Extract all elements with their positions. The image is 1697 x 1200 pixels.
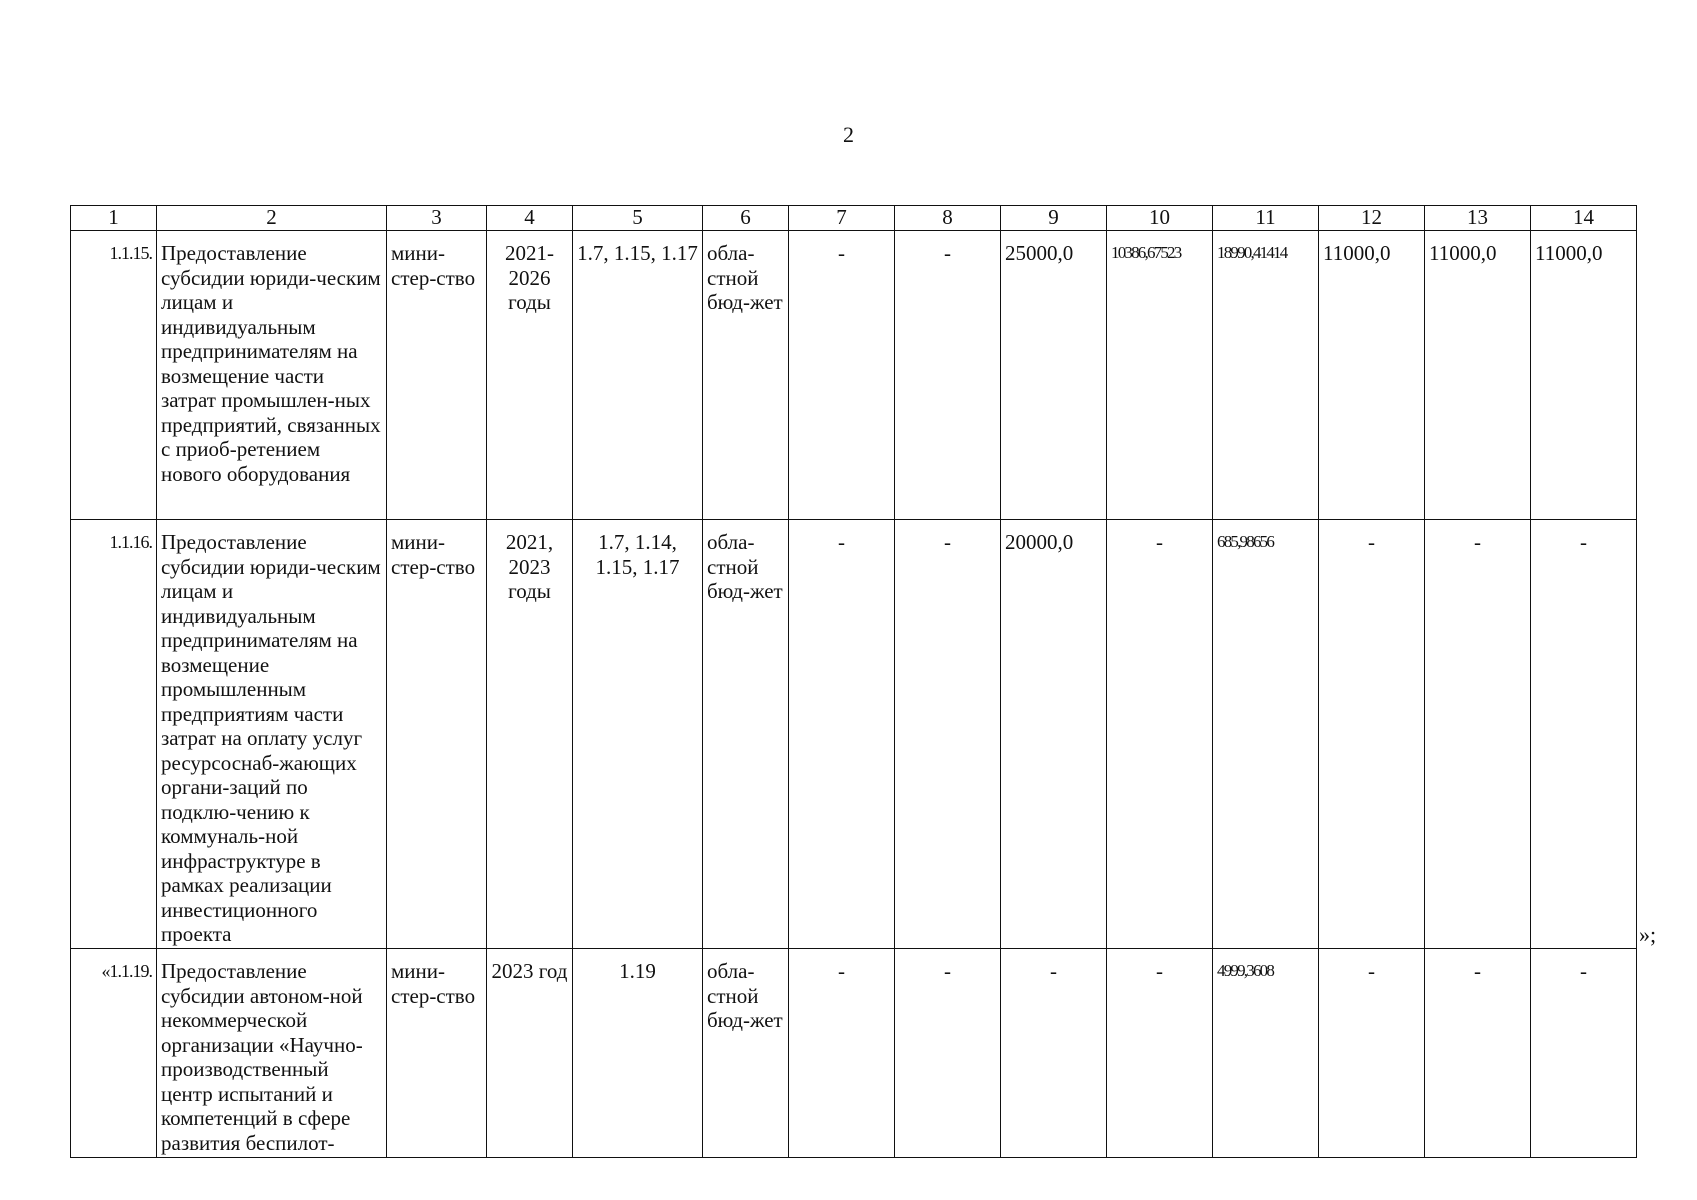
value-col-7: -: [789, 520, 895, 949]
column-header: 11: [1213, 206, 1319, 231]
value-col-8: -: [895, 949, 1001, 1158]
value-col-13: 11000,0: [1425, 231, 1531, 520]
measure-name: Предоставление субсидии юриди-ческим лицам и индивидуальным предпринимателям на возмещение промышленным предприятиям части затрат на оплату услуг ресурсоснаб-жающих органи-заций по подклю-чению к коммуналь-ной инфраструктуре в рамках реализации инвестиционного проекта: [157, 520, 387, 949]
value-col-14: -: [1531, 949, 1637, 1158]
table-row: [71, 949, 1637, 1158]
value-col-12: 11000,0: [1319, 231, 1425, 520]
value-col-11: 18990,41414: [1213, 231, 1319, 520]
value-col-9: -: [1001, 949, 1107, 1158]
value-col-9: 20000,0: [1001, 520, 1107, 949]
column-header: 9: [1001, 206, 1107, 231]
column-header: 14: [1531, 206, 1637, 231]
measure-indicators: 1.7, 1.15, 1.17: [573, 231, 703, 520]
column-header: 6: [703, 206, 789, 231]
value-col-12: -: [1319, 520, 1425, 949]
value-col-12: -: [1319, 949, 1425, 1158]
value-col-13: -: [1425, 949, 1531, 1158]
column-header: 2: [157, 206, 387, 231]
measure-number: 1.1.16.: [71, 520, 157, 949]
column-number-row: [71, 206, 1637, 231]
measure-number: «1.1.19.: [71, 949, 157, 1158]
value-col-8: -: [895, 520, 1001, 949]
table-row: [71, 231, 1637, 520]
column-header: 5: [573, 206, 703, 231]
column-header: 7: [789, 206, 895, 231]
measure-period: 2023 год: [487, 949, 573, 1158]
column-header: 8: [895, 206, 1001, 231]
measure-indicators: 1.19: [573, 949, 703, 1158]
funding-source: обла-стной бюд-жет: [703, 231, 789, 520]
value-col-8: -: [895, 231, 1001, 520]
value-col-10: -: [1107, 949, 1213, 1158]
measure-indicators: 1.7, 1.14, 1.15, 1.17: [573, 520, 703, 949]
closing-quote-mark: »;: [1639, 922, 1657, 947]
measure-executor: мини-стер-ство: [387, 520, 487, 949]
value-col-14: -: [1531, 520, 1637, 949]
column-header: 1: [71, 206, 157, 231]
value-col-10: 10386,67523: [1107, 231, 1213, 520]
value-col-10: -: [1107, 520, 1213, 949]
measure-number: 1.1.15.: [71, 231, 157, 520]
measure-executor: мини-стер-ство: [387, 949, 487, 1158]
value-col-9: 25000,0: [1001, 231, 1107, 520]
measure-period: 2021-2026 годы: [487, 231, 573, 520]
page-number: 2: [843, 122, 854, 147]
column-header: 3: [387, 206, 487, 231]
column-header: 13: [1425, 206, 1531, 231]
measure-period: 2021, 2023 годы: [487, 520, 573, 949]
value-col-7: -: [789, 949, 895, 1158]
value-col-13: -: [1425, 520, 1531, 949]
program-measures-table: [70, 205, 1637, 1158]
value-col-7: -: [789, 231, 895, 520]
measure-executor: мини-стер-ство: [387, 231, 487, 520]
funding-source: обла-стной бюд-жет: [703, 949, 789, 1158]
measure-name: Предоставление субсидии юриди-ческим лицам и индивидуальным предпринимателям на возмещение части затрат промышлен-ных предприятий, связанных с приоб-ретением нового оборудования: [157, 231, 387, 520]
value-col-14: 11000,0: [1531, 231, 1637, 520]
column-header: 10: [1107, 206, 1213, 231]
value-col-11: 685,98656: [1213, 520, 1319, 949]
table-row: [71, 520, 1637, 949]
value-col-11: 4999,3608: [1213, 949, 1319, 1158]
column-header: 4: [487, 206, 573, 231]
funding-source: обла-стной бюд-жет: [703, 520, 789, 949]
measure-name: Предоставление субсидии автоном-ной некоммерческой организации «Научно-производственный центр испытаний и компетенций в сфере развития беспилот-: [157, 949, 387, 1158]
column-header: 12: [1319, 206, 1425, 231]
